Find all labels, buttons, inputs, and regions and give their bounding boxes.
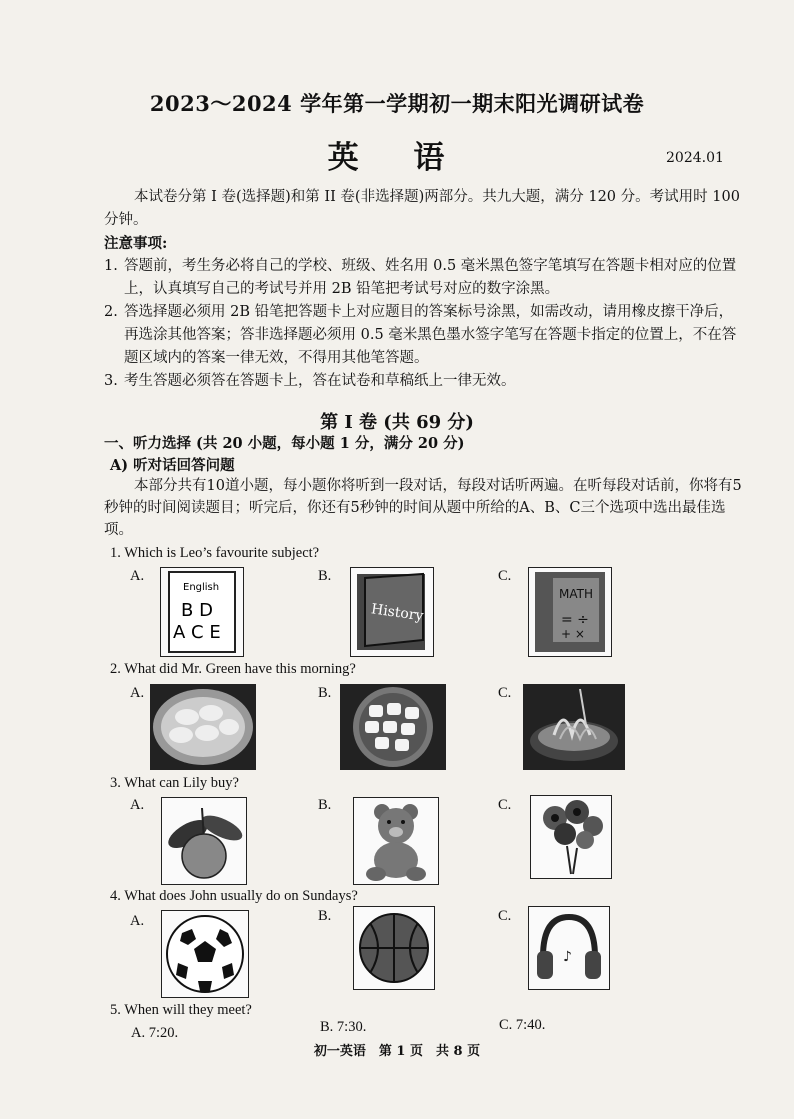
headphones-icon xyxy=(528,906,610,990)
part-heading: 第 I 卷 (共 69 分) xyxy=(320,412,474,433)
svg-text:♪: ♪ xyxy=(563,949,572,965)
q2-option-c-label: C. xyxy=(498,685,512,701)
notice-item-3: 3. 考生答题必须答在答题卡上，答在试卷和草稿纸上一律无效。 xyxy=(104,373,516,389)
subsection-heading: A) 听对话回答问题 xyxy=(110,457,235,474)
section-heading: 一、听力选择 (共 20 小题，每小题 1 分，满分 20 分) xyxy=(104,435,465,452)
question-3: 3. What can Lily buy? xyxy=(110,775,239,791)
oranges-icon xyxy=(161,797,247,885)
history-book-icon xyxy=(350,567,434,657)
q5-option-b: B. 7:30. xyxy=(320,1019,367,1035)
q2-option-a-label: A. xyxy=(130,685,145,701)
football-icon xyxy=(161,910,249,998)
q5-option-c: C. 7:40. xyxy=(499,1017,546,1033)
teddy-bear-icon xyxy=(353,797,439,885)
svg-text:History: History xyxy=(370,601,425,625)
page-footer: 初一英语 第 1 页 共 8 页 xyxy=(313,1044,481,1059)
dumplings-icon xyxy=(150,684,256,770)
question-5: 5. When will they meet? xyxy=(110,1002,252,1018)
listening-instructions: 本部分共有10道小题，每小题你将听到一段对话，每段对话听两遍。在听每段对话前，你将有5秒钟的时间阅读题目；听完后，你还有5秒钟的时间从题中所给的A、B、C三个选项中选出最佳选项。 xyxy=(104,478,742,538)
question-4: 4. What does John usually do on Sundays? xyxy=(110,888,358,904)
svg-text:MATH: MATH xyxy=(559,587,593,601)
notice-item-2: 2. 答选择题必须用 2B 铅笔把答题卡上对应题目的答案标号涂黑，如需改动，请用橡皮擦干净后，再选涂其他答案；答非选择题必须用 0.5 毫米黑色墨水签字笔写在答题卡指定的位置上，不在答题区域内的答案一律无效，不得用其他笔答题。 xyxy=(104,304,737,366)
q3-option-a-label: A. xyxy=(130,797,145,813)
q4-option-b-label: B. xyxy=(318,908,332,924)
steamed-buns-icon xyxy=(340,684,446,770)
q3-option-c-label: C. xyxy=(498,797,512,813)
q1-option-c-label: C. xyxy=(498,568,512,584)
flowers-icon xyxy=(530,795,612,879)
q1-option-b-label: B. xyxy=(318,568,332,584)
subject-title: 英 语 xyxy=(327,140,467,176)
basketball-icon xyxy=(353,906,435,990)
q2-option-b-label: B. xyxy=(318,685,332,701)
english-label: English xyxy=(183,582,220,593)
exam-title: 2023～2024 学年第一学期初一期末阳光调研试卷 xyxy=(149,91,645,116)
q4-option-c-label: C. xyxy=(498,908,512,924)
math-book-icon xyxy=(528,567,612,657)
svg-text:= ÷: = ÷ xyxy=(561,612,589,628)
svg-text:A C E: A C E xyxy=(173,622,221,643)
exam-date: 2024.01 xyxy=(666,150,724,166)
noodles-icon xyxy=(523,684,625,770)
notice-title: 注意事项: xyxy=(104,235,168,252)
exam-intro: 本试卷分第 I 卷(选择题)和第 II 卷(非选择题)两部分。共九大题，满分 120 分。考试用时 100 分钟。 xyxy=(104,189,740,228)
q1-option-a-label: A. xyxy=(130,568,145,584)
svg-text:+ ×: + × xyxy=(561,627,585,641)
question-1: 1. Which is Leo’s favourite subject? xyxy=(110,545,320,561)
svg-text:B D: B D xyxy=(181,600,213,621)
q4-option-a-label: A. xyxy=(130,913,145,929)
q5-option-a: A. 7:20. xyxy=(131,1025,179,1041)
english-book-icon xyxy=(160,567,244,657)
q3-option-b-label: B. xyxy=(318,797,332,813)
notice-item-1: 1. 答题前，考生务必将自己的学校、班级、姓名用 0.5 毫米黑色签字笔填写在答题卡相对应的位置上，认真填写自己的考试号并用 2B 铅笔把考试号对应的数字涂黑。 xyxy=(104,258,737,297)
question-2: 2. What did Mr. Green have this morning? xyxy=(110,661,356,677)
